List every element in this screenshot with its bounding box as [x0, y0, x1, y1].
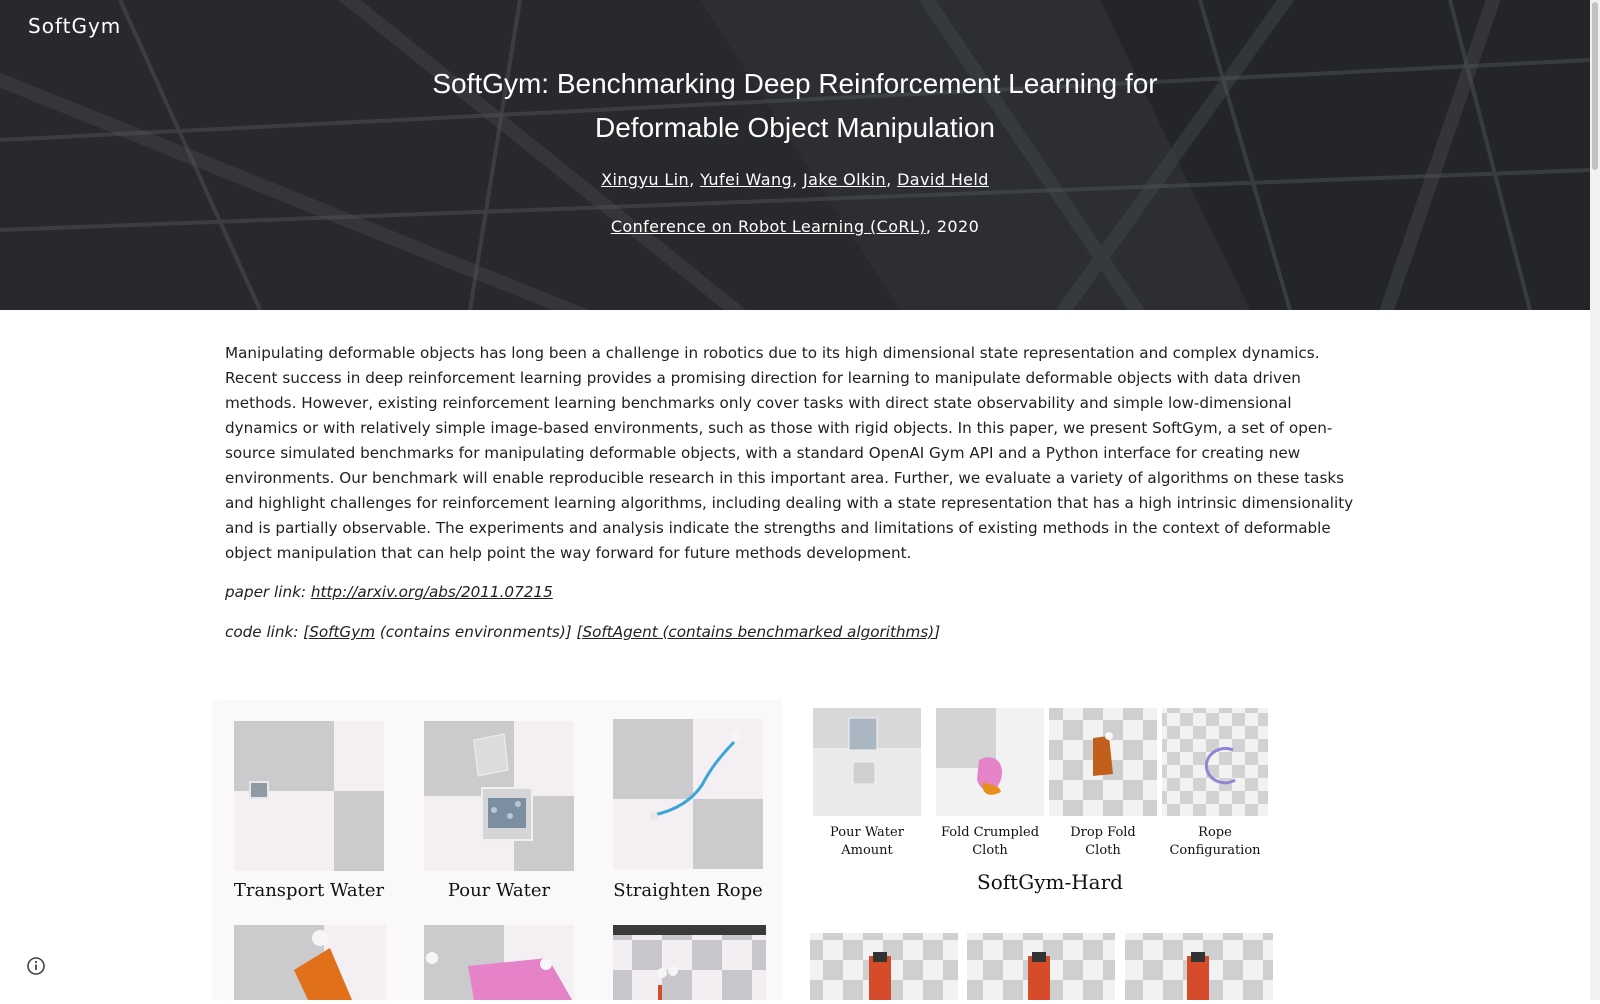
author-link-held[interactable]: David Held [897, 170, 989, 189]
info-icon[interactable] [25, 955, 47, 977]
author-link-olkin[interactable]: Jake Olkin [803, 170, 887, 189]
paper-link-line: paper link: http://arxiv.org/abs/2011.07215 [225, 583, 553, 601]
caption-drop-fold-cloth: Drop Fold [1070, 825, 1136, 840]
caption-straighten-rope: Straighten Rope [613, 880, 763, 901]
caption-fold-crumpled-cloth-line2: Cloth [972, 843, 1008, 858]
abstract-text: Manipulating deformable objects has long been a challenge in robotics due to its high dimensional state representation and complex dynamics. Recent success in deep reinforcement learning provides a promising direction for learning to manipulate deformable objects with data driven methods. However, existing reinforcement learning benchmarks only cover tasks with direct state observability and simple low-dimensional dynamics or with relatively simple image-based environments, such as those with rigid objects. In this paper, we present SoftGym, a set of open-source simulated benchmarks for manipulating deformable objects, with a standard OpenAI Gym API and a Python interface for creating new environments. Our benchmark will enable reproducible research in this important area. Further, we evaluate a variety of algorithms on these tasks and highlight challenges for reinforcement learning algorithms, including dealing with a state representation that has a high intrinsic dimensionality and is partially observable. The experiments and analysis indicate the strengths and limitations of existing methods in the context of deformable object manipulation that can help point the way forward for future methods development. [225, 344, 1354, 562]
thumb-robot-1 [810, 933, 958, 1000]
hero-banner [0, 0, 1590, 310]
thumb-pour-water [424, 721, 574, 871]
author-list: Xingyu Lin, Yufei Wang, Jake Olkin, David Held [601, 170, 989, 189]
softgym-repo-link[interactable]: [SoftGym [303, 623, 375, 641]
thumb-rope-configuration [1162, 708, 1268, 816]
thumb-cloth-pink [424, 925, 574, 1000]
caption-pour-water-amount: Pour Water [830, 825, 904, 840]
venue-year: , 2020 [925, 217, 980, 236]
thumb-robot-2 [967, 933, 1115, 1000]
caption-pour-water-amount-line2: Amount [841, 843, 893, 858]
thumb-transport-water [234, 721, 384, 871]
thumb-fold-crumpled-cloth [936, 708, 1044, 816]
venue-line [395, 217, 1195, 236]
caption-drop-fold-cloth-line2: Cloth [1085, 843, 1121, 858]
softgym-tasks-figure [212, 700, 782, 1000]
thumb-cloth-orange [234, 925, 386, 1000]
paper-link[interactable]: http://arxiv.org/abs/2011.07215 [310, 583, 553, 601]
softgym-hard-title: SoftGym-Hard [977, 870, 1123, 894]
author-link-wang[interactable]: Yufei Wang [700, 170, 793, 189]
hero-background-image [0, 0, 1590, 310]
scrollbar-thumb[interactable] [1592, 2, 1598, 170]
thumb-pour-water-amount [813, 708, 921, 816]
venue-link[interactable]: Conference on Robot Learning (CoRL) [610, 217, 926, 236]
softgym-hard-figure [803, 700, 1283, 1000]
hard-task-thumbnails [803, 700, 1283, 1000]
site-title-link[interactable]: SoftGym [28, 14, 122, 38]
thumb-rope-floor [613, 925, 766, 1000]
page-scrollbar[interactable] [1590, 0, 1600, 1000]
page-title: SoftGym: Benchmarking Deep Reinforcement Learning for Deformable Object Manipulation [432, 68, 1158, 143]
caption-rope-configuration: Rope [1198, 825, 1232, 840]
author-link-lin[interactable]: Xingyu Lin [601, 170, 690, 189]
thumb-straighten-rope [613, 719, 763, 869]
caption-rope-configuration-line2: Configuration [1169, 843, 1261, 858]
caption-transport-water: Transport Water [233, 880, 385, 901]
thumb-robot-3 [1125, 933, 1273, 1000]
caption-fold-crumpled-cloth: Fold Crumpled [940, 825, 1040, 840]
caption-pour-water: Pour Water [447, 880, 551, 901]
thumb-drop-fold-cloth [1049, 708, 1157, 816]
softagent-repo-link[interactable]: [SoftAgent (contains benchmarked algorithms) [576, 623, 935, 641]
task-thumbnails [212, 700, 782, 1000]
code-link-line: code link: [SoftGym (contains environments)] [SoftAgent (contains benchmarked algorithms)] [225, 623, 941, 641]
